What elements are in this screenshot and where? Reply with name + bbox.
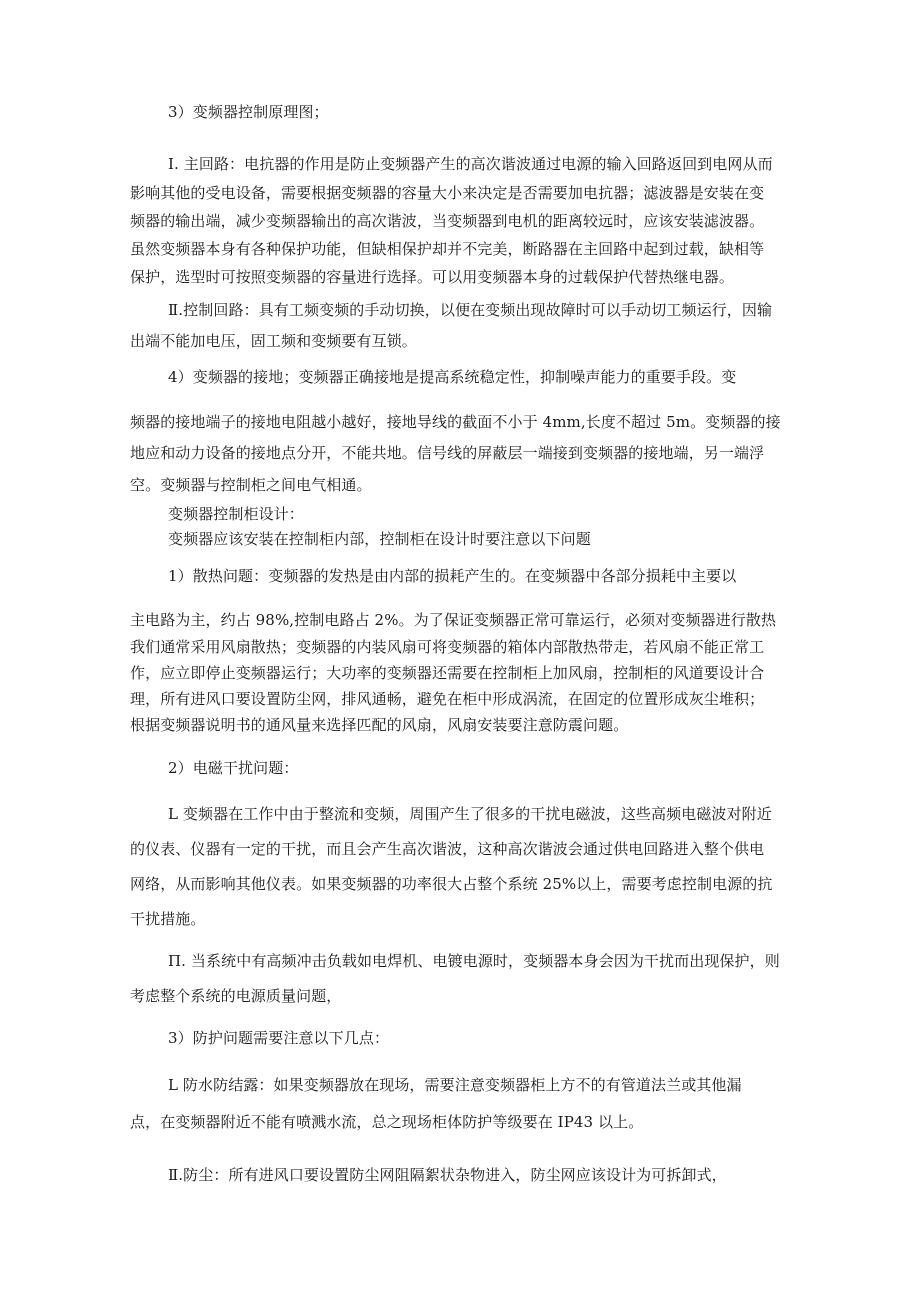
heading-control-diagram: 3）变频器控制原理图； (168, 103, 329, 121)
paragraph-control-loop-line-2: 出端不能加电压，固工频和变频要有互锁。 (130, 332, 417, 350)
paragraph-emi-ii-line-1: Π. 当系统中有高频冲击负载如电焊机、电镀电源时，变频器本身会因为干扰而出现保护，则 (168, 952, 780, 970)
paragraph-emi-line-1: L 变频器在工作中由于整流和变频，周围产生了很多的干扰电磁波，这些高频电磁波对附近 (168, 805, 772, 823)
heading-protection: 3）防护问题需要注意以下几点： (168, 1029, 390, 1047)
paragraph-emi-line-4: 干扰措施。 (130, 910, 206, 928)
paragraph-heat-line-5: 根据变频器说明书的通风量来选择匹配的风扇，风扇安装要注意防震问题。 (130, 716, 629, 734)
paragraph-main-circuit-line-1: Ⅰ. 主回路：电抗器的作用是防止变频器产生的高次谐波通过电源的输入回路返回到电网从而 (168, 155, 773, 173)
heading-emi: 2）电磁干扰问题： (168, 759, 299, 777)
paragraph-main-circuit-line-2: 影响其他的受电设备，需要根据变频器的容量大小来决定是否需要加电抗器；滤波器是安装在变 (130, 184, 765, 202)
paragraph-cabinet-intro: 变频器应该安装在控制柜内部，控制柜在设计时要注意以下问题 (168, 530, 591, 548)
paragraph-grounding-line-1: 频器的接地端子的接地电阻越小越好，接地导线的截面不小于 4mm,长度不超过 5m。变频器的接 (130, 413, 781, 431)
paragraph-control-loop-line-1: Ⅱ.控制回路：具有工频变频的手动切换，以便在变频出现故障时可以手动切工频运行，因输 (168, 301, 773, 319)
heading-cabinet-design: 变频器控制柜设计： (168, 505, 304, 523)
paragraph-dustproof-line-1: Ⅱ.防尘：所有进风口要设置防尘网阻隔絮状杂物进入，防尘网应该设计为可拆卸式， (168, 1166, 727, 1184)
paragraph-heat-line-4: 理，所有进风口要设置防尘网，排风通畅，避免在柜中形成涡流，在固定的位置形成灰尘堆积； (130, 690, 765, 708)
paragraph-grounding-line-2: 地应和动力设备的接地点分开，不能共地。信号线的屏蔽层一端接到变频器的接地端，另一端浮 (130, 444, 765, 462)
paragraph-heat-line-2: 我们通常采用风扇散热；变频器的内装风扇可将变频器的箱体内部散热带走，若风扇不能正常工 (130, 638, 765, 656)
paragraph-heat-line-3: 作，应立即停止变频器运行；大功率的变频器还需要在控制柜上加风扇，控制柜的风道要设计合 (130, 664, 765, 682)
paragraph-grounding-line-3: 空。变频器与控制柜之间电气相通。 (130, 476, 372, 494)
paragraph-protection-line-2: 点，在变频器附近不能有喷溅水流，总之现场柜体防护等级要在 IP43 以上。 (130, 1113, 644, 1131)
heading-grounding: 4）变频器的接地；变频器正确接地是提高系统稳定性，抑制噪声能力的重要手段。变 (168, 368, 737, 386)
heading-heat-dissipation: 1）散热问题：变频器的发热是由内部的损耗产生的。在变频器中各部分损耗中主要以 (168, 567, 737, 585)
paragraph-heat-line-1: 主电路为主，约占 98%,控制电路占 2%。为了保证变频器正常可靠运行，必须对变频器进行散热 (130, 611, 777, 629)
paragraph-emi-line-3: 网络，从而影响其他仪表。如果变频器的功率很大占整个系统 25%以上，需要考虑控制电源的抗 (130, 875, 773, 893)
paragraph-protection-line-1: L 防水防结露：如果变频器放在现场，需要注意变频器柜上方不的有管道法兰或其他漏 (168, 1076, 742, 1094)
paragraph-main-circuit-line-3: 频器的输出端，减少变频器输出的高次谐波，当变频器到电机的距离较远时，应该安装滤波器。 (130, 212, 765, 230)
paragraph-main-circuit-line-4: 虽然变频器本身有各种保护功能，但缺相保护却并不完美，断路器在主回路中起到过载，缺相等 (130, 240, 765, 258)
paragraph-emi-ii-line-2: 考虑整个系统的电源质量问题， (130, 987, 342, 1005)
paragraph-main-circuit-line-5: 保护，选型时可按照变频器的容量进行选择。可以用变频器本身的过载保护代替热继电器。 (130, 268, 735, 286)
paragraph-emi-line-2: 的仪表、仪器有一定的干扰，而且会产生高次谐波，这种高次谐波会通过供电回路进入整个供电 (130, 840, 765, 858)
